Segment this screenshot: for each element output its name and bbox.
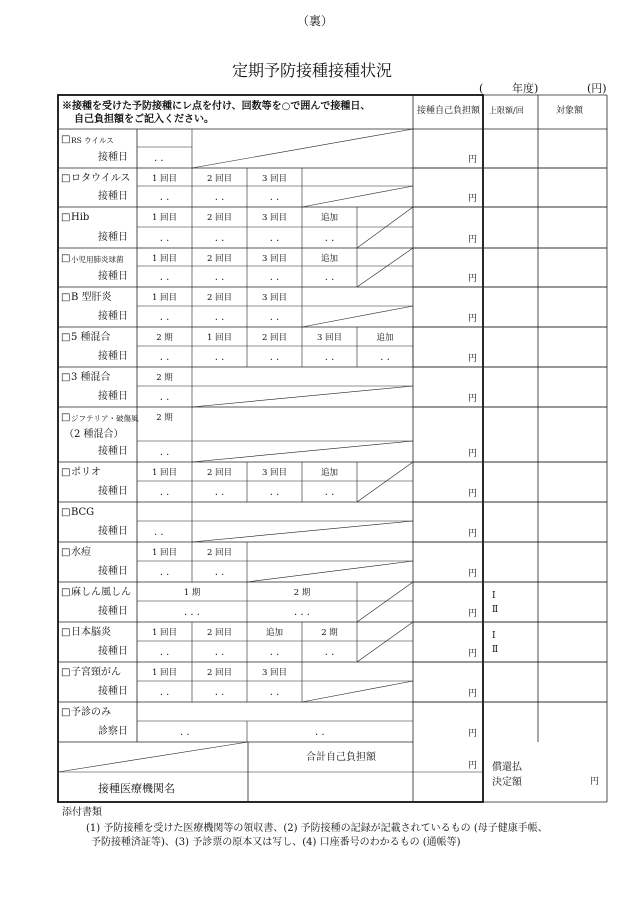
vaccination-date-label: 接種日 bbox=[98, 646, 128, 657]
date-placeholder: . . bbox=[154, 153, 164, 164]
vaccine-name: 日本脳炎 bbox=[71, 627, 111, 638]
self-pay-yen-label: 円 bbox=[468, 689, 478, 699]
date-placeholder: . . bbox=[159, 352, 170, 363]
dose-column-header: 1 回目 bbox=[151, 548, 178, 558]
limit-period-1: Ⅰ bbox=[492, 591, 496, 601]
dose-column-header: 2 回目 bbox=[206, 213, 233, 223]
dose-column-header: 追加 bbox=[320, 213, 338, 223]
date-placeholder: . . bbox=[214, 192, 225, 203]
refund-label-1: 償還払 bbox=[492, 762, 522, 773]
date-placeholder: . . bbox=[214, 567, 225, 578]
self-pay-yen-label: 円 bbox=[468, 394, 478, 404]
self-pay-yen-label: 円 bbox=[468, 155, 478, 165]
vaccine-name: B 型肝炎 bbox=[71, 292, 112, 303]
self-pay-yen-label: 円 bbox=[468, 569, 478, 579]
checkbox-icon[interactable]: □ bbox=[61, 173, 71, 184]
date-placeholder: . . bbox=[154, 527, 164, 538]
vaccine-name: ポリオ bbox=[71, 467, 101, 478]
checkbox-icon[interactable]: □ bbox=[61, 253, 71, 264]
checkbox-icon[interactable]: □ bbox=[61, 627, 71, 638]
dose-column-header: 2 回目 bbox=[206, 628, 233, 638]
self-pay-yen-label: 円 bbox=[468, 489, 478, 499]
dose-column-header: 3 回目 bbox=[261, 293, 288, 303]
vaccine-name: 麻しん風しん bbox=[71, 587, 131, 598]
dose-column-header: 2 回目 bbox=[206, 468, 233, 478]
self-pay-column-header: 接種自己負担額 bbox=[417, 106, 481, 116]
vaccine-name: ロタウイルス bbox=[71, 173, 131, 184]
dose-column-header: 1 回目 bbox=[151, 213, 178, 223]
dose-column-header: 1 期 bbox=[183, 588, 201, 598]
vaccine-name-sub: （2 種混合） bbox=[64, 429, 124, 440]
date-placeholder: . . bbox=[269, 687, 280, 698]
institution-label: 接種医療機関名 bbox=[98, 782, 175, 795]
date-placeholder: . . bbox=[159, 233, 170, 244]
checkbox-icon[interactable]: □ bbox=[61, 212, 71, 223]
vaccination-date-label: 接種日 bbox=[98, 566, 128, 577]
dose-column-header: 3 回目 bbox=[261, 468, 288, 478]
dose-column-header: 3 回目 bbox=[261, 668, 288, 678]
date-placeholder: . . bbox=[159, 312, 170, 323]
date-placeholder: . . bbox=[159, 567, 170, 578]
date-placeholder: . . bbox=[269, 487, 280, 498]
limit-column-header: 上限額/回 bbox=[489, 106, 524, 115]
dose-column-header: 1 回目 bbox=[206, 333, 233, 343]
date-placeholder: . . . bbox=[184, 607, 200, 618]
total-self-pay-label: 合計自己負担額 bbox=[306, 752, 376, 763]
date-placeholder: . . bbox=[324, 233, 335, 244]
dose-column-header: 2 期 bbox=[156, 373, 173, 383]
dose-column-header: 2 期 bbox=[156, 413, 173, 423]
exam-date-label: 診察日 bbox=[98, 726, 128, 737]
checkbox-icon[interactable]: □ bbox=[61, 332, 71, 343]
self-pay-yen-label: 円 bbox=[468, 194, 478, 204]
date-placeholder: . . bbox=[159, 192, 170, 203]
vaccination-date-label: 接種日 bbox=[98, 446, 128, 457]
vaccination-date-label: 接種日 bbox=[98, 271, 128, 282]
dose-column-header: 追加 bbox=[265, 628, 283, 638]
vaccination-date-label: 接種日 bbox=[98, 232, 128, 243]
checkbox-icon[interactable]: □ bbox=[61, 547, 71, 558]
checkbox-icon[interactable]: □ bbox=[61, 587, 71, 598]
vaccination-date-label: 接種日 bbox=[98, 351, 128, 362]
date-placeholder: . . bbox=[214, 352, 225, 363]
date-placeholder: . . bbox=[214, 233, 225, 244]
date-placeholder: . . bbox=[159, 647, 170, 658]
date-placeholder: . . bbox=[159, 447, 170, 458]
self-pay-yen-label: 円 bbox=[468, 449, 478, 459]
self-pay-yen-label: 円 bbox=[468, 354, 478, 364]
dose-column-header: 2 期 bbox=[293, 588, 311, 598]
dose-column-header: 1 回目 bbox=[151, 174, 178, 184]
date-placeholder: . . bbox=[159, 687, 170, 698]
checkbox-icon[interactable]: □ bbox=[61, 667, 71, 678]
dose-column-header: 2 回目 bbox=[206, 254, 233, 264]
back-side-label: （裏） bbox=[297, 14, 334, 28]
vaccine-name: 小児用肺炎球菌 bbox=[71, 255, 124, 264]
date-placeholder: . . bbox=[214, 647, 225, 658]
date-placeholder: . . bbox=[159, 272, 170, 283]
self-pay-yen-label: 円 bbox=[468, 609, 478, 619]
checkbox-icon[interactable]: □ bbox=[61, 292, 71, 303]
attachments-line-1: (1) 予防接種を受けた医療機関等の領収書、(2) 予防接種の記録が記載されているもの (母子健康手帳、 bbox=[86, 823, 548, 834]
attachments-line-2: 予防接種済証等)、(3) 予診票の原本又は写し、(4) 口座番号のわかるもの (通帳等) bbox=[91, 837, 461, 848]
dose-column-header: 2 回目 bbox=[206, 548, 233, 558]
vaccine-name: ジフテリア・破傷風 bbox=[71, 414, 139, 423]
vaccination-date-label: 接種日 bbox=[98, 152, 128, 163]
self-pay-yen-label: 円 bbox=[468, 729, 478, 739]
date-placeholder: . . bbox=[324, 487, 335, 498]
limit-period-1: Ⅰ bbox=[492, 631, 496, 641]
date-placeholder: . . bbox=[214, 272, 225, 283]
vaccination-date-label: 接種日 bbox=[98, 606, 128, 617]
dose-column-header: 2 期 bbox=[321, 628, 338, 638]
self-pay-yen-label: 円 bbox=[468, 274, 478, 284]
dose-column-header: 1 回目 bbox=[151, 254, 178, 264]
dose-column-header: 3 回目 bbox=[316, 333, 343, 343]
instruction-line-1: ※接種を受けた予防接種にレ点を付け、回数等を○で囲んで接種日、 bbox=[62, 101, 371, 112]
limit-period-2: Ⅱ bbox=[492, 645, 499, 655]
yen-unit-label: (円) bbox=[587, 82, 607, 95]
dose-column-header: 追加 bbox=[320, 254, 338, 264]
vaccination-date-label: 接種日 bbox=[98, 311, 128, 322]
dose-column-header: 2 期 bbox=[156, 333, 173, 343]
dose-column-header: 1 回目 bbox=[151, 628, 178, 638]
self-pay-yen-label: 円 bbox=[468, 314, 478, 324]
form-title: 定期予防接種接種状況 bbox=[232, 61, 393, 80]
vaccination-date-label: 接種日 bbox=[98, 391, 128, 402]
checkbox-icon[interactable]: □ bbox=[61, 134, 71, 145]
vaccine-name: BCG bbox=[71, 507, 95, 518]
attachments-title: 添付書類 bbox=[62, 807, 102, 818]
checkbox-icon[interactable]: □ bbox=[61, 412, 71, 423]
target-column-header: 対象額 bbox=[556, 106, 584, 116]
dose-column-header: 追加 bbox=[376, 333, 394, 343]
instruction-line-2: 自己負担額をご記入ください。 bbox=[74, 114, 214, 125]
date-placeholder: . . bbox=[324, 272, 335, 283]
vaccine-name: 水痘 bbox=[71, 547, 91, 558]
date-placeholder: . . bbox=[180, 727, 190, 738]
checkbox-icon[interactable]: □ bbox=[61, 467, 71, 478]
vaccine-name: 予診のみ bbox=[71, 707, 111, 718]
refund-yen-label: 円 bbox=[590, 777, 600, 787]
self-pay-yen-label: 円 bbox=[468, 529, 478, 539]
date-placeholder: . . bbox=[324, 647, 335, 658]
vaccination-date-label: 接種日 bbox=[98, 486, 128, 497]
dose-column-header: 3 回目 bbox=[261, 174, 288, 184]
vaccine-name: Hib bbox=[71, 212, 90, 223]
dose-column-header: 1 回目 bbox=[151, 293, 178, 303]
dose-column-header: 1 回目 bbox=[151, 468, 178, 478]
date-placeholder: . . . bbox=[294, 607, 310, 618]
limit-period-2: Ⅱ bbox=[492, 605, 499, 615]
dose-column-header: 2 回目 bbox=[206, 174, 233, 184]
date-placeholder: . . bbox=[380, 352, 390, 363]
vaccination-date-label: 接種日 bbox=[98, 191, 128, 202]
checkbox-icon[interactable]: □ bbox=[61, 507, 71, 518]
date-placeholder: . . bbox=[269, 192, 280, 203]
dose-column-header: 2 回目 bbox=[261, 333, 288, 343]
date-placeholder: . . bbox=[159, 487, 170, 498]
vaccine-name: 5 種混合 bbox=[71, 332, 111, 343]
date-placeholder: . . bbox=[324, 352, 335, 363]
date-placeholder: . . bbox=[214, 312, 225, 323]
vaccine-name: RS ウイルス bbox=[71, 136, 114, 145]
checkbox-icon[interactable]: □ bbox=[61, 707, 71, 718]
vaccine-name: 子宮頸がん bbox=[71, 667, 121, 678]
date-placeholder: . . bbox=[214, 687, 225, 698]
vaccine-name: 3 種混合 bbox=[71, 372, 111, 383]
dose-column-header: 1 回目 bbox=[151, 668, 178, 678]
refund-label-2: 決定額 bbox=[492, 777, 522, 788]
dose-column-header: 2 回目 bbox=[206, 293, 233, 303]
dose-column-header: 追加 bbox=[320, 468, 338, 478]
date-placeholder: . . bbox=[315, 727, 325, 738]
date-placeholder: . . bbox=[214, 487, 225, 498]
vaccination-date-label: 接種日 bbox=[98, 686, 128, 697]
date-placeholder: . . bbox=[269, 352, 280, 363]
total-yen-label: 円 bbox=[468, 761, 478, 771]
dose-column-header: 3 回目 bbox=[261, 213, 288, 223]
self-pay-yen-label: 円 bbox=[468, 235, 478, 245]
vaccination-date-label: 接種日 bbox=[98, 526, 128, 537]
fiscal-year-label: 年度) bbox=[512, 82, 539, 95]
dose-column-header: 3 回目 bbox=[261, 254, 288, 264]
year-open-paren: ( bbox=[479, 82, 484, 95]
date-placeholder: . . bbox=[269, 647, 280, 658]
date-placeholder: . . bbox=[269, 233, 280, 244]
dose-column-header: 2 回目 bbox=[206, 668, 233, 678]
date-placeholder: . . bbox=[269, 312, 280, 323]
date-placeholder: . . bbox=[269, 272, 280, 283]
date-placeholder: . . bbox=[159, 392, 170, 403]
self-pay-yen-label: 円 bbox=[468, 649, 478, 659]
checkbox-icon[interactable]: □ bbox=[61, 372, 71, 383]
